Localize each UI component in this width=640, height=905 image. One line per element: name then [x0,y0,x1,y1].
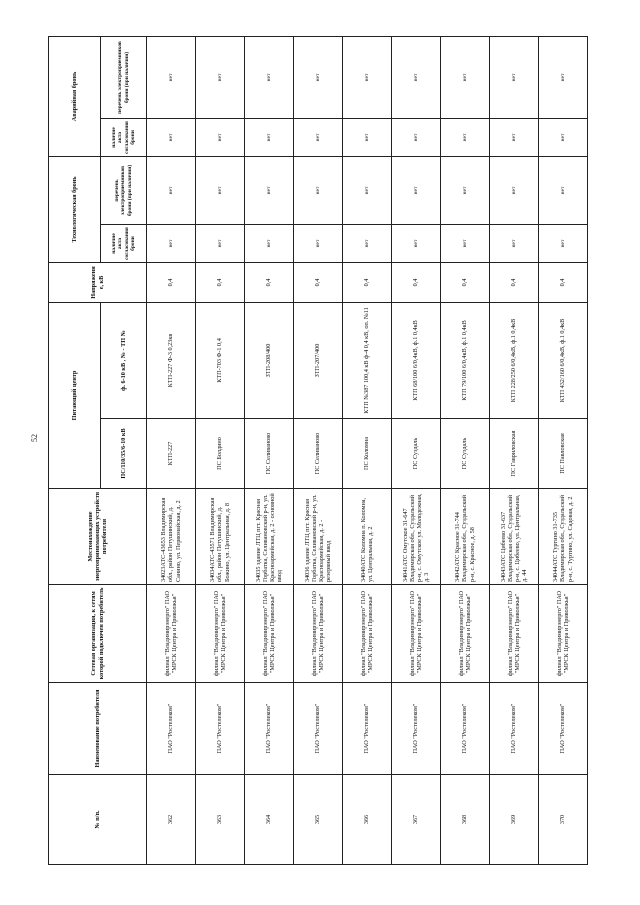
table-row [392,36,441,864]
row-num-cell: 369 [490,775,539,865]
substation-cell: ПС Павловская [539,419,588,489]
tech-act-cell: нет [196,225,245,263]
consumer-name-cell: ПАО "Ростелеком" [147,683,196,775]
tech-list-cell: нет [441,156,490,224]
em-list-cell: нет [392,36,441,118]
substation-cell: ПС Гавриловская [490,419,539,489]
em-list-cell: нет [245,36,294,118]
header-em-act: наличие акта согласования брони [101,118,147,156]
table-row [490,36,539,864]
grid-org-cell: филиал "Владимирэнерго" ПАО "МРСК Центра и Приволжья" [441,585,490,683]
substation-cell: ПС Болдино [196,419,245,489]
feeder-cell: КТП №387 100,4 кВ ф-4 0,4 кВ, оп. №11 [343,303,392,419]
em-list-cell: нет [147,36,196,118]
table-body [147,36,588,864]
tech-act-cell: нет [392,225,441,263]
voltage-cell: 0,4 [196,263,245,303]
header-tech-act: наличие акта согласования брони [101,225,147,263]
feeder-cell: КТП 79/100 6/0,4кВ, ф.1 0,4кВ [441,303,490,419]
substation-cell: КТП-227 [147,419,196,489]
feeder-cell: КТП 68/100 6/0,4кВ, ф.1 0,4кВ [392,303,441,419]
em-list-cell: нет [490,36,539,118]
row-num-cell: 365 [294,775,343,865]
grid-org-cell: филиал "Владимирэнерго" ПАО "МРСК Центра и Приволжья" [539,585,588,683]
consumer-name-cell: ПАО "Ростелеком" [294,683,343,775]
voltage-cell: 0,4 [294,263,343,303]
consumer-name-cell: ПАО "Ростелеком" [441,683,490,775]
em-act-cell: нет [392,118,441,156]
row-num-cell: 368 [441,775,490,865]
feeder-cell: КТП 228/250 6/0,4кВ, ф.1 0,4кВ [490,303,539,419]
voltage-cell: 0,4 [147,263,196,303]
feeder-cell: ЗТП-208/400 [245,303,294,419]
tech-act-cell: нет [147,225,196,263]
grid-org-cell: филиал "Владимирэнерго" ПАО "МРСК Центра и Приволжья" [392,585,441,683]
substation-cell: ПС Селивановo [294,419,343,489]
tech-list-cell: нет [392,156,441,224]
location-cell: 34034АТС-43571 Владимирская обл., район Петушинский, д. Божино, ул. Центральная, д. 8 [196,489,245,585]
location-cell: 34044АТС Туртино 31-735 Владимирская обл., Суздальский р-н, с. Туртино, ул. Садовая, д. 2 [539,489,588,585]
em-list-cell: нет [343,36,392,118]
em-act-cell: нет [441,118,490,156]
substation-cell: ПС Селивановo [245,419,294,489]
consumer-name-cell: ПАО "Ростелеком" [392,683,441,775]
location-cell: 34041АТС Омутское 31-647 Владимирская обл., Суздальский р-н, с. Омутское ул. Молодежная, д. 3 [392,489,441,585]
tech-act-cell: нет [441,225,490,263]
grid-org-cell: филиал "Владимирэнерго" ПАО "МРСК Центра и Приволжья" [245,585,294,683]
header-emerg-armor: Аварийная бронь [49,36,101,156]
header-tech-armor: Технологическая бронь [49,156,101,262]
row-num-cell: 366 [343,775,392,865]
tech-list-cell: нет [245,156,294,224]
em-list-cell: нет [441,36,490,118]
tech-act-cell: нет [245,225,294,263]
tech-list-cell: нет [490,156,539,224]
tech-list-cell: нет [147,156,196,224]
em-act-cell: нет [343,118,392,156]
voltage-cell: 0,4 [441,263,490,303]
header-feeder: ф. 6-10 кВ , № - ТП № [101,303,147,419]
consumer-name-cell: ПАО "Ростелеком" [343,683,392,775]
feeder-cell: КТП 432/160 6/0,4кВ, ф.1 0,4кВ [539,303,588,419]
table-row [441,36,490,864]
header-tech-list: перечень электроприемников брони (при наличии) [101,156,147,224]
table-row [245,36,294,864]
voltage-cell: 0,4 [245,263,294,303]
consumer-name-cell: ПАО "Ростелеком" [196,683,245,775]
grid-org-cell: филиал "Владимирэнерго" ПАО "МРСК Центра и Приволжья" [343,585,392,683]
row-num-cell: 362 [147,775,196,865]
em-act-cell: нет [539,118,588,156]
tech-list-cell: нет [343,156,392,224]
consumer-name-cell: ПАО "Ростелеком" [490,683,539,775]
header-ps: ПС/110/35/6-10 кВ [101,419,147,489]
location-cell: 34023АТС-43653 Владимирская обл., район Петушинский, д. Санино, ул. Первомайская, д. 2 [147,489,196,585]
row-num-cell: 364 [245,775,294,865]
feeder-cell: КТП-703 Ф-1 0,4 [196,303,245,419]
header-em-list: перечень электроприемников брони (при наличии) [101,36,147,118]
header-name: Наименование потребителя [49,683,147,775]
table-row [539,36,588,864]
em-act-cell: нет [196,118,245,156]
voltage-cell: 0,4 [490,263,539,303]
em-list-cell: нет [539,36,588,118]
feeder-cell: КТП-227 Ф-3 0,23кв [147,303,196,419]
tech-act-cell: нет [294,225,343,263]
grid-org-cell: филиал "Владимирэнерго" ПАО "МРСК Центра и Приволжья" [294,585,343,683]
grid-org-cell: филиал "Владимирэнерго" ПАО "МРСК Центра и Приволжья" [490,585,539,683]
table-row [343,36,392,864]
substation-cell: ПС Суздаль [392,419,441,489]
tech-act-cell: нет [490,225,539,263]
tech-act-cell: нет [343,225,392,263]
tech-list-cell: нет [294,156,343,224]
rotated-table-wrapper [48,37,588,865]
em-list-cell: нет [294,36,343,118]
page-number: 52 [30,434,39,442]
location-cell: 34035 здание ЛТЦ пгт. Красная Горбатка, Селивановский р-н, ул. Красноармейская, д. 2 - основной ввод [245,489,294,585]
location-cell: 34040АТС Коломна п. Коломна, ул. Центральная, д. 2 [343,489,392,585]
location-cell: 34036 здание ЛТЦ пгт. Красная Горбатка, Селивановский р-н, ул. Красноармейская, д. 2 - резервный ввод [294,489,343,585]
table-row [196,36,245,864]
location-cell: 34043АТС Цибеево 31-637 Владимирская обл., Суздальский р-н, с. Цибеево, ул. Центральная, д. 44 [490,489,539,585]
table-row [294,36,343,864]
header-supply: Питающий центр [49,303,101,489]
header-voltage: Напряжение, кВ [49,263,147,303]
substation-cell: ПС Коломна [343,419,392,489]
table-row [147,36,196,864]
grid-org-cell: филиал "Владимирэнерго" ПАО "МРСК Центра и Приволжья" [147,585,196,683]
header-grid: Сетевая организация, к сетям которой подключен потребитель [49,585,147,683]
grid-org-cell: филиал "Владимирэнерго" ПАО "МРСК Центра и Приволжья" [196,585,245,683]
header-num: № п/п. [49,775,147,865]
consumer-table [48,36,588,865]
voltage-cell: 0,4 [392,263,441,303]
tech-list-cell: нет [196,156,245,224]
consumer-name-cell: ПАО "Ростелеком" [245,683,294,775]
location-cell: 34042АТС Красное 31-744 Владимирская обл., Суздальский р-н, с. Красное, д. 58 [441,489,490,585]
row-num-cell: 367 [392,775,441,865]
feeder-cell: ЗТП-207/400 [294,303,343,419]
em-list-cell: нет [196,36,245,118]
voltage-cell: 0,4 [343,263,392,303]
row-num-cell: 363 [196,775,245,865]
em-act-cell: нет [147,118,196,156]
substation-cell: ПС Суздаль [441,419,490,489]
header-location: Местонахождение энергопринимающих устройств потребителя [49,489,147,585]
voltage-cell: 0,4 [539,263,588,303]
tech-act-cell: нет [539,225,588,263]
row-num-cell: 370 [539,775,588,865]
consumer-name-cell: ПАО "Ростелеком" [539,683,588,775]
tech-list-cell: нет [539,156,588,224]
em-act-cell: нет [294,118,343,156]
em-act-cell: нет [490,118,539,156]
em-act-cell: нет [245,118,294,156]
